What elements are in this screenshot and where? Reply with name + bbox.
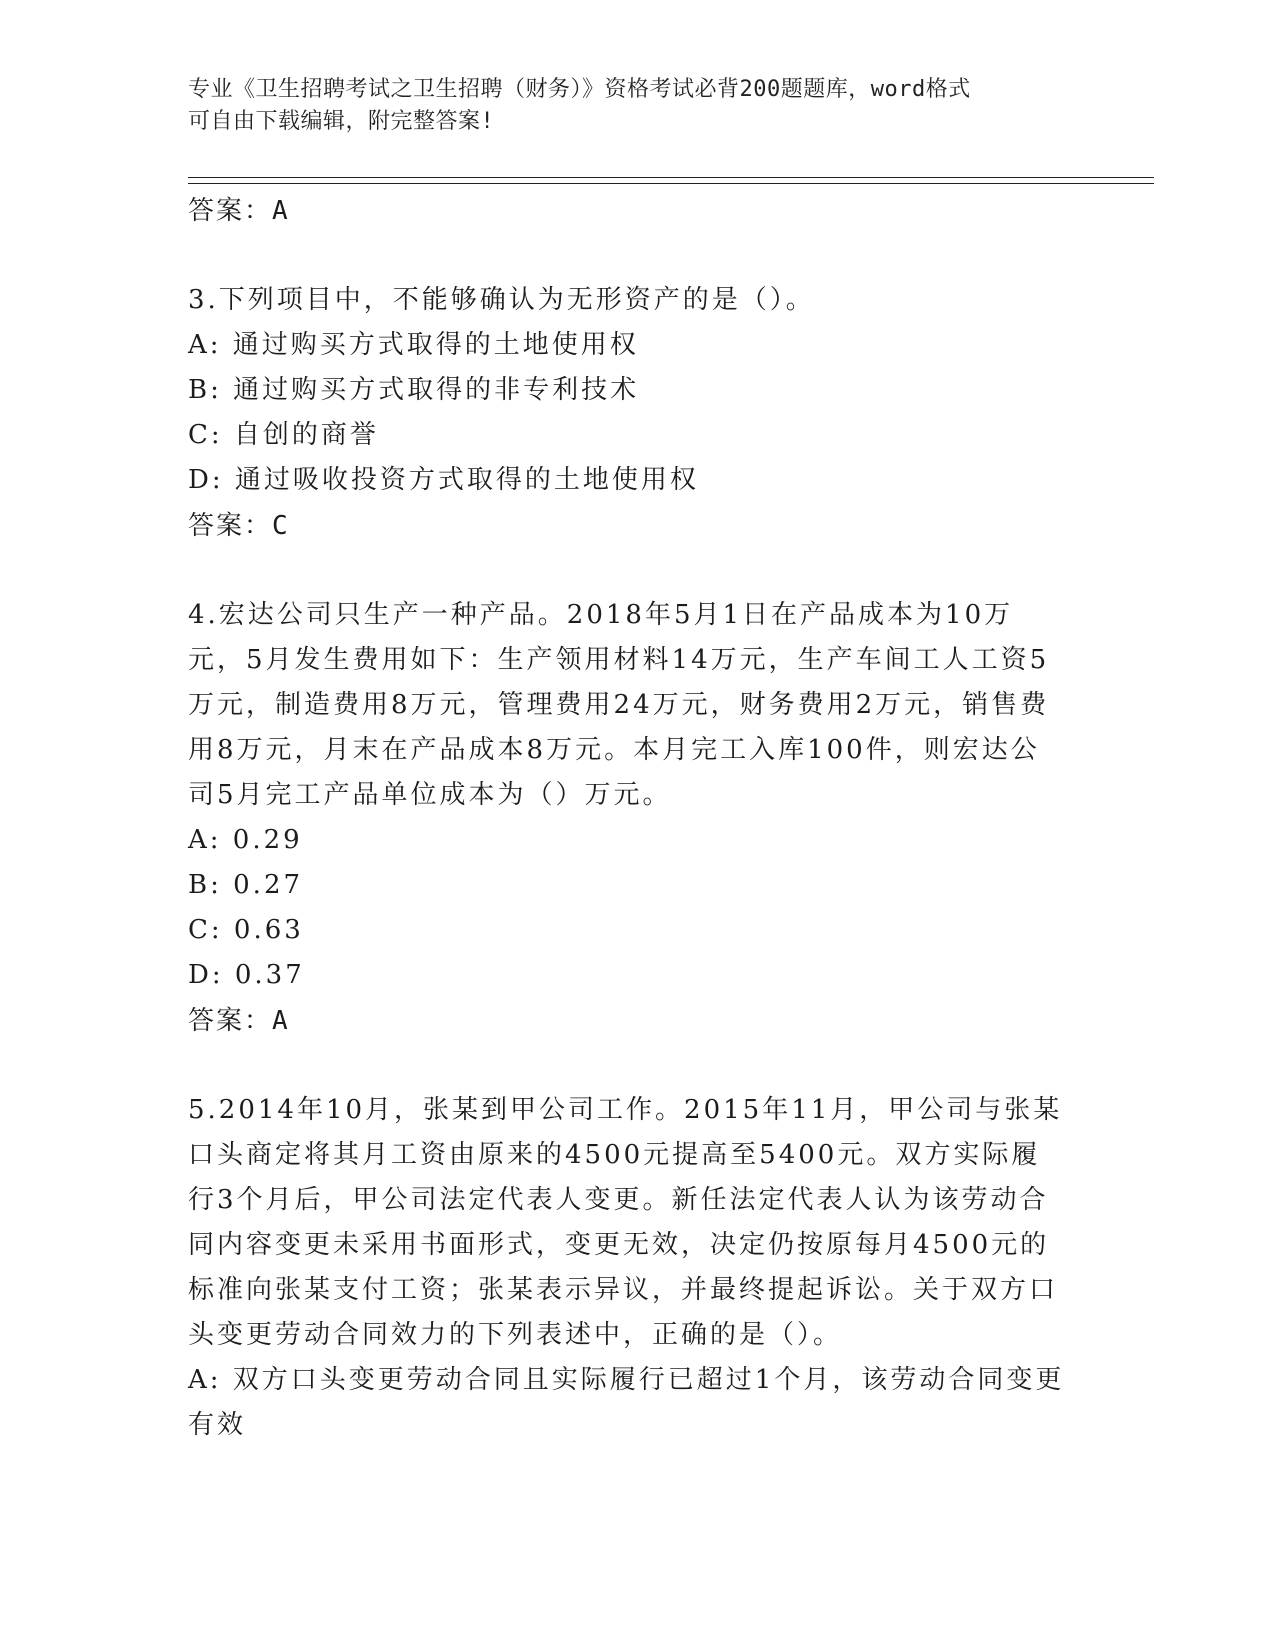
header-rule-bottom	[188, 183, 1154, 184]
spacer	[188, 549, 1088, 593]
header-line-1: 专业《卫生招聘考试之卫生招聘（财务）》资格考试必背200题题库，word格式	[188, 77, 971, 102]
option-c: C: 自创的商誉	[188, 420, 379, 450]
header-rule-top	[188, 177, 1154, 178]
question-stem: 5.2014年10月，张某到甲公司工作。2015年11月，甲公司与张某口头商定将其月工资由原来的4500元提高至5400元。双方实际履行3个月后，甲公司法定代表人变更。新任法定代表人认为该劳动合同内容变更未采用书面形式，变更无效，决定仍按原每月4500元的标准向张某支付工资；张某表示异议，并最终提起诉讼。关于双方口头变更劳动合同效力的下列表述中，正确的是（）。	[188, 1095, 1063, 1350]
answer: 答案：A	[188, 1006, 290, 1036]
prev-answer: 答案：A	[188, 196, 290, 226]
option-b: B: 0.27	[188, 870, 304, 900]
document-header	[188, 74, 1068, 138]
answer: 答案：C	[188, 511, 290, 541]
question-4	[188, 593, 1088, 1044]
question-stem: 4.宏达公司只生产一种产品。2018年5月1日在产品成本为10万元，5月发生费用如下：生产领用材料14万元，生产车间工人工资5万元，制造费用8万元，管理费用24万元，财务费用2万元，销售费用8万元，月末在产品成本8万元。本月完工入库100件，则宏达公司5月完工产品单位成本为（）万元。	[188, 600, 1050, 810]
option-c: C: 0.63	[188, 915, 304, 945]
option-a: A: 通过购买方式取得的土地使用权	[188, 330, 639, 360]
question-3	[188, 278, 1088, 549]
header-line-2: 可自由下载编辑，附完整答案!	[188, 109, 495, 134]
question-list	[188, 188, 1088, 1448]
question-stem: 3.下列项目中，不能够确认为无形资产的是（）。	[188, 285, 815, 315]
option-d: D: 通过吸收投资方式取得的土地使用权	[188, 465, 699, 495]
spacer	[188, 1044, 1088, 1088]
option-a: A: 0.29	[188, 825, 303, 855]
spacer	[188, 234, 1088, 278]
question-5	[188, 1088, 1088, 1448]
option-d: D: 0.37	[188, 960, 305, 990]
option-b: B: 通过购买方式取得的非专利技术	[188, 375, 640, 405]
option-a: A: 双方口头变更劳动合同且实际履行已超过1个月，该劳动合同变更有效	[188, 1365, 1065, 1440]
